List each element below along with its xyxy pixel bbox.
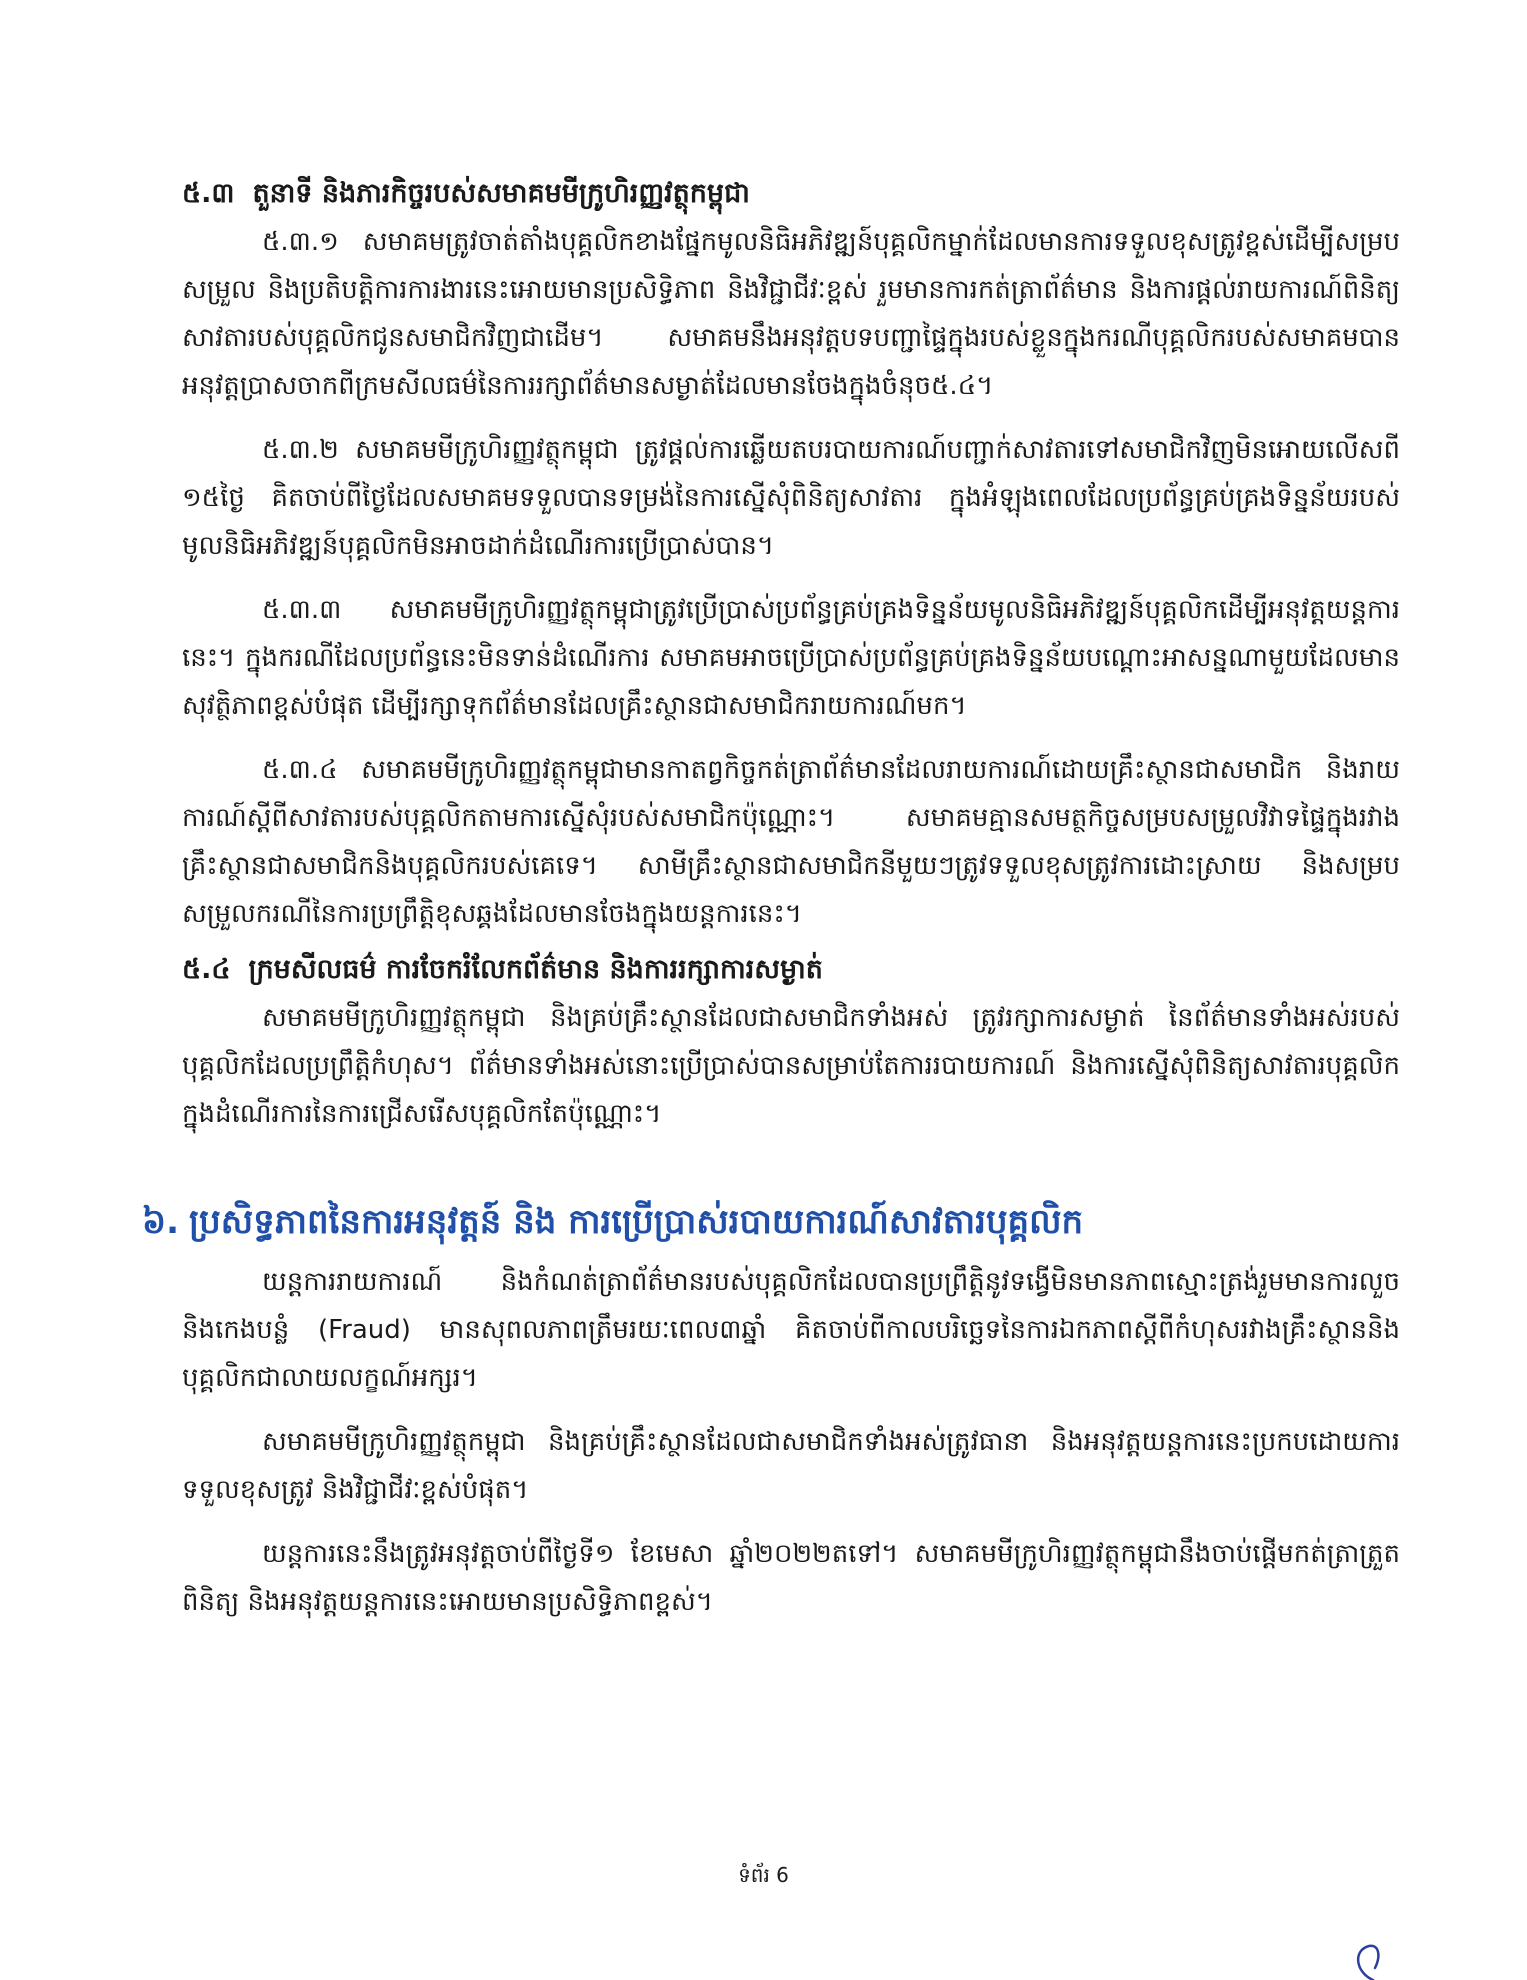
section-5-4-number: ៥.៤ xyxy=(182,954,231,985)
section-5-3-heading xyxy=(182,170,1400,218)
section-6-heading xyxy=(142,1192,1360,1252)
section-5-3-title: តួនាទី និងភារកិច្ចរបស់សមាគមមីក្រូហិរញ្ញវត្ថុកម្ពុជា xyxy=(252,178,750,209)
paragraph-5-3-2: ៥.៣.២ សមាគមមីក្រូហិរញ្ញវត្ថុកម្ពុជា ត្រូវផ្តល់ការឆ្លើយតបរបាយការណ៍បញ្ជាក់សាវតារទៅសមាជិកវិញមិនអោយលើសពី ១៥ថ្ងៃ គិតចាប់ពីថ្ងៃដែលសមាគមទទួលបានទម្រង់នៃការស្នើសុំពិនិត្យសាវតារ ក្នុងអំឡុងពេលដែលប្រព័ន្ធគ្រប់គ្រងទិន្នន័យរបស់មូលនិធិអភិវឌ្ឍន៍បុគ្គលិកមិនអាចដាក់ដំណើរការប្រើប្រាស់បាន។ xyxy=(182,435,1400,561)
paragraph-6-1: យន្តការរាយការណ៍ និងកំណត់ត្រាព័ត៌មានរបស់បុគ្គលិកដែលបានប្រព្រឹត្តិនូវទង្វើមិនមានភាពស្មោះត្រង់រួមមានការលួច និងកេងបន្លំ (Fraud) មានសុពលភាពត្រឹមរយៈពេល៣ឆ្នាំ គិតចាប់ពីកាលបរិច្ឆេទនៃការឯកភាពស្តីពីកំហុសរវាងគ្រឹះស្ថាននិងបុគ្គលិកជាលាយលក្ខណ៍អក្សរ។ xyxy=(182,1267,1400,1393)
page-number: ទំព័រ 6 xyxy=(738,1863,789,1887)
section-6-title: ប្រសិទ្ធភាពនៃការអនុវត្តន៍ និង ការប្រើប្រាស់របាយការណ៍សាវតារបុគ្គលិក xyxy=(189,1202,1084,1242)
signature-mark xyxy=(1335,1942,1395,1980)
paragraph-5-3-3: ៥.៣.៣ សមាគមមីក្រូហិរញ្ញវត្ថុកម្ពុជាត្រូវប្រើប្រាស់ប្រព័ន្ធគ្រប់គ្រងទិន្នន័យមូលនិធិអភិវឌ្ឍន៍បុគ្គលិកដើម្បីអនុវត្តយន្តការនេះ។ ក្នុងករណីដែលប្រព័ន្ធនេះមិនទាន់ដំណើរការ សមាគមអាចប្រើប្រាស់ប្រព័ន្ធគ្រប់គ្រងទិន្នន័យបណ្តោះអាសន្នណាមួយដែលមានសុវត្ថិភាពខ្ពស់បំផុត ដើម្បីរក្សាទុកព័ត៌មានដែលគ្រឹះស្ថានជាសមាជិករាយការណ៍មក។ xyxy=(182,595,1400,721)
page-content xyxy=(142,170,1400,1642)
paragraph-6-2: សមាគមមីក្រូហិរញ្ញវត្ថុកម្ពុជា និងគ្រប់គ្រឹះស្ថានដែលជាសមាជិកទាំងអស់ត្រូវធានា និងអនុវត្តយន្តការនេះប្រកបដោយការទទួលខុសត្រូវ និងវិជ្ជាជីវៈខ្ពស់បំផុត។ xyxy=(182,1427,1400,1505)
paragraph-5-4: សមាគមមីក្រូហិរញ្ញវត្ថុកម្ពុជា និងគ្រប់គ្រឹះស្ថានដែលជាសមាជិកទាំងអស់ ត្រូវរក្សាការសម្ងាត់ នៃព័ត៌មានទាំងអស់របស់បុគ្គលិកដែលប្រព្រឹត្តិកំហុស។ ព័ត៌មានទាំងអស់នោះប្រើប្រាស់បានសម្រាប់តែការរបាយការណ៍ និងការស្នើសុំពិនិត្យសាវតារបុគ្គលិកក្នុងដំណើរការនៃការជ្រើសរើសបុគ្គលិកតែប៉ុណ្ណោះ។ xyxy=(182,1003,1400,1129)
section-5-4-title: ក្រមសីលធម៌ ការចែករំលែកព័ត៌មាន និងការរក្សាការសម្ងាត់ xyxy=(248,954,823,985)
section-6-number: ៦. xyxy=(142,1202,179,1242)
paragraph-5-3-1: ៥.៣.១ សមាគមត្រូវចាត់តាំងបុគ្គលិកខាងផ្នែកមូលនិធិអភិវឌ្ឍន៍បុគ្គលិកម្នាក់ដែលមានការទទួលខុសត្រូវខ្ពស់ដើម្បីសម្របសម្រួល និងប្រតិបត្តិការការងារនេះអោយមានប្រសិទ្ធិភាព និងវិជ្ជាជីវៈខ្ពស់ រួមមានការកត់ត្រាព័ត៌មាន និងការផ្តល់រាយការណ៍ពិនិត្យសាវតារបស់បុគ្គលិកជូនសមាជិកវិញជាដើម។ សមាគមនឹងអនុវត្តបទបញ្ជាផ្ទៃក្នុងរបស់ខ្លួនក្នុងករណីបុគ្គលិករបស់សមាគមបានអនុវត្តប្រាសចាកពីក្រមសីលធម៌នៃការរក្សាព័ត៌មានសម្ងាត់ដែលមានចែងក្នុងចំនុច៥.៤។ xyxy=(182,227,1400,401)
paragraph-6-3: យន្តការនេះនឹងត្រូវអនុវត្តចាប់ពីថ្ងៃទី១ ខែមេសា ឆ្នាំ២០២២តទៅ។ សមាគមមីក្រូហិរញ្ញវត្ថុកម្ពុជានឹងចាប់ផ្តើមកត់ត្រាត្រួតពិនិត្យ និងអនុវត្តយន្តការនេះអោយមានប្រសិទ្ធិភាពខ្ពស់។ xyxy=(182,1539,1400,1617)
section-5-4-heading xyxy=(182,946,1400,994)
paragraph-5-3-4: ៥.៣.៤ សមាគមមីក្រូហិរញ្ញវត្ថុកម្ពុជាមានកាតព្វកិច្ចកត់ត្រាព័ត៌មានដែលរាយការណ៍ដោយគ្រឹះស្ថានជាសមាជិក និងរាយការណ៍ស្តីពីសាវតារបស់បុគ្គលិកតាមការស្នើសុំរបស់សមាជិកប៉ុណ្ណោះ។ សមាគមគ្មានសមត្ថកិច្ចសម្របសម្រួលវិវាទផ្ទៃក្នុងរវាងគ្រឹះស្ថានជាសមាជិកនិងបុគ្គលិករបស់គេទេ។ សាមីគ្រឹះស្ថានជាសមាជិកនីមួយៗត្រូវទទួលខុសត្រូវការដោះស្រាយ និងសម្របសម្រួលករណីនៃការប្រព្រឹត្តិខុសឆ្គងដែលមានចែងក្នុងយន្តការនេះ។ xyxy=(182,755,1400,929)
section-5-3-number: ៥.៣ xyxy=(182,178,235,209)
